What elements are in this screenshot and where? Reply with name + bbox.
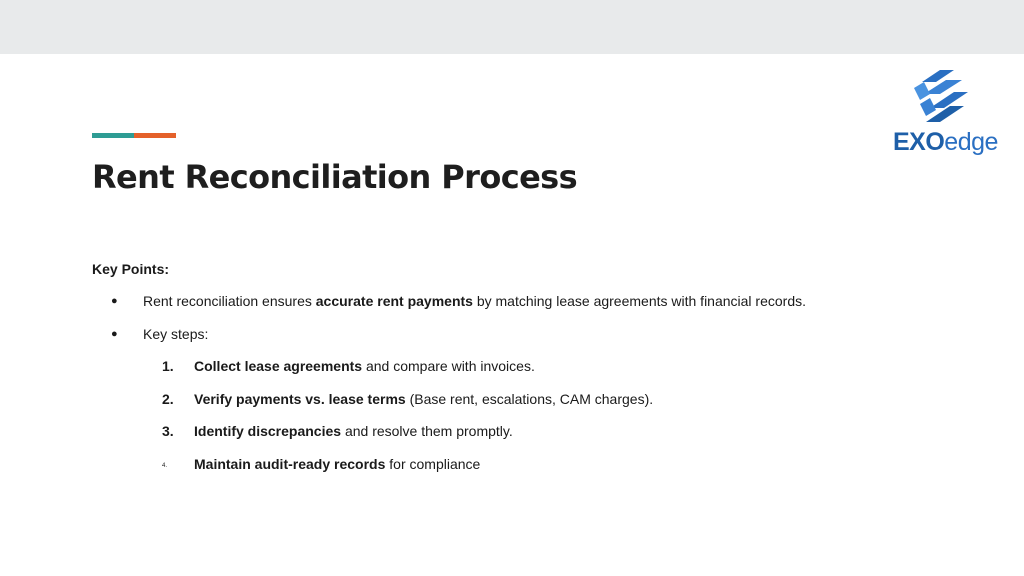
step-item [162, 358, 535, 374]
bullet-item [111, 326, 208, 342]
bullet-marker: ● [111, 328, 118, 340]
step-text: Verify payments vs. lease terms (Base rent, escalations, CAM charges). [194, 391, 654, 407]
step-text: Maintain audit-ready records for compliance [194, 456, 481, 472]
exoedge-logo [890, 68, 998, 158]
step-text: Collect lease agreements and compare with invoices. [194, 358, 535, 374]
bullet-item [111, 293, 806, 309]
slide-title: Rent Reconciliation Process [92, 158, 578, 196]
step-number: 3. [162, 423, 174, 439]
step-number: 2. [162, 391, 174, 407]
logo-edge-text: edge [944, 128, 998, 156]
exoedge-logo-icon [910, 68, 970, 126]
accent-teal-segment [92, 133, 134, 138]
logo-wordmark [893, 128, 998, 157]
step-item [162, 423, 513, 439]
accent-orange-segment [134, 133, 176, 138]
bullet-text: Key steps: [143, 326, 209, 342]
step-text: Identify discrepancies and resolve them promptly. [194, 423, 513, 439]
bullet-text: Rent reconciliation ensures accurate rent payments by matching lease agreements with financial records. [143, 293, 807, 309]
step-item [162, 391, 653, 407]
top-band [0, 0, 1024, 54]
title-accent-bar [92, 133, 176, 138]
key-points-heading: Key Points: [92, 261, 170, 277]
logo-exo-text: EXO [893, 128, 945, 156]
step-item [162, 456, 480, 476]
bullet-marker: ● [111, 295, 118, 307]
step-number: 1. [162, 358, 174, 374]
step-number: 4. [162, 463, 168, 469]
